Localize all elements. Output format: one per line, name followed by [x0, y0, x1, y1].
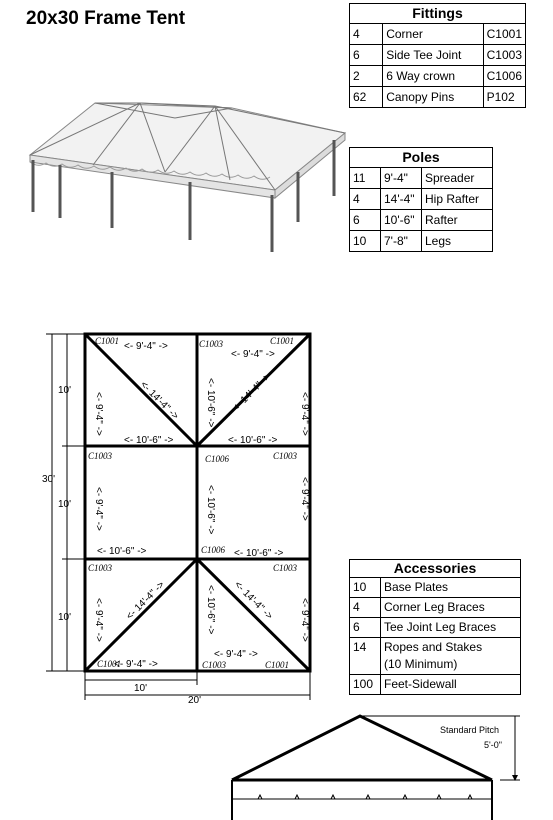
fitting-code-label: C1003 — [202, 660, 227, 670]
section-dim: 10' — [58, 612, 72, 623]
fitting-code: C1003 — [483, 45, 525, 66]
spreader-dim: <- 9'-4" -> — [93, 598, 104, 642]
fitting-name: 6 Way crown — [383, 66, 483, 87]
spreader-dim: <- 9'-4" -> — [299, 598, 310, 642]
pole-name: Spreader — [422, 168, 493, 189]
accessory-name: Corner Leg Braces — [381, 598, 521, 618]
hip-dim: <- 14'-4" -> — [230, 371, 274, 415]
pitch-value: 5'-0" — [484, 740, 502, 750]
pole-length: 14'-4" — [381, 189, 422, 210]
page-title: 20x30 Frame Tent — [26, 8, 186, 29]
section-dim: 10' — [58, 499, 72, 510]
accessory-qty: 14 — [350, 638, 381, 675]
fitting-code-label: C1003 — [273, 563, 298, 573]
accessory-qty: 10 — [350, 578, 381, 598]
hip-dim: <- 14'-4" -> — [231, 579, 275, 623]
pitch-elevation — [232, 716, 520, 820]
fitting-code: P102 — [483, 87, 525, 108]
plan-view — [42, 334, 310, 706]
spreader-dim: <- 9'-4" -> — [214, 649, 258, 660]
poles-heading: Poles — [350, 148, 493, 168]
fitting-code-label: C1003 — [199, 339, 224, 349]
pole-name: Legs — [422, 231, 493, 252]
spreader-dim: <- 9'-4" -> — [299, 392, 310, 436]
pole-length: 10'-6" — [381, 210, 422, 231]
accessory-name: Base Plates — [381, 578, 521, 598]
fittings-heading: Fittings — [350, 4, 526, 24]
width-dim: 20' — [188, 695, 202, 706]
accessory-name: Tee Joint Leg Braces — [381, 618, 521, 638]
fitting-code-label: C1003 — [88, 451, 113, 461]
pole-qty: 6 — [350, 210, 381, 231]
fitting-name: Corner — [383, 24, 483, 45]
fitting-qty: 4 — [350, 24, 383, 45]
spreader-dim: <- 9'-4" -> — [299, 477, 310, 521]
tent-illustration — [30, 103, 345, 252]
fitting-code-label: C1001 — [270, 336, 295, 346]
fitting-code-label: C1001 — [265, 660, 290, 670]
pole-name: Rafter — [422, 210, 493, 231]
spreader-dim: <- 9'-4" -> — [93, 392, 104, 436]
fitting-code-label: C1001 — [95, 336, 120, 346]
fitting-qty: 2 — [350, 66, 383, 87]
pitch-label: Standard Pitch — [440, 725, 500, 735]
rafter-dim: <- 10'-6" -> — [234, 548, 284, 559]
half-width-dim: 10' — [134, 683, 148, 694]
rafter-dim: <- 10'-6" -> — [205, 485, 216, 535]
rafter-dim: <- 10'-6" -> — [205, 585, 216, 635]
rafter-dim: <- 10'-6" -> — [97, 546, 147, 557]
pole-qty: 11 — [350, 168, 381, 189]
accessories-heading: Accessories — [350, 560, 521, 578]
pole-name: Hip Rafter — [422, 189, 493, 210]
rafter-dim: <- 10'-6" -> — [228, 435, 278, 446]
pole-qty: 10 — [350, 231, 381, 252]
spreader-dim: <- 9'-4" -> — [231, 349, 275, 360]
fitting-name: Side Tee Joint — [383, 45, 483, 66]
fitting-name: Canopy Pins — [383, 87, 483, 108]
hip-dim: <- 14'-4" -> — [124, 579, 168, 623]
fitting-code-label: C1003 — [273, 451, 298, 461]
fitting-qty: 6 — [350, 45, 383, 66]
accessory-note: (10 Minimum) — [384, 657, 458, 671]
pole-length: 7'-8" — [381, 231, 422, 252]
fitting-code: C1006 — [483, 66, 525, 87]
rafter-dim: <- 10'-6" -> — [124, 435, 174, 446]
fitting-code-label: C1006 — [205, 454, 230, 464]
length-dim: 30' — [42, 474, 56, 485]
accessory-name: Ropes and Stakes — [384, 640, 483, 654]
rafter-dim: <- 10'-6" -> — [205, 378, 216, 428]
pole-qty: 4 — [350, 189, 381, 210]
spreader-dim: <- 9'-4" -> — [124, 341, 168, 352]
fitting-code: C1001 — [483, 24, 525, 45]
fitting-qty: 62 — [350, 87, 383, 108]
fitting-code-label: C1001 — [97, 659, 122, 669]
spreader-dim: <- 9'-4" -> — [93, 487, 104, 531]
accessory-qty: 6 — [350, 618, 381, 638]
accessory-qty: 4 — [350, 598, 381, 618]
fitting-code-label: C1006 — [201, 545, 226, 555]
accessory-name: Feet-Sidewall — [381, 675, 521, 695]
accessory-qty: 100 — [350, 675, 381, 695]
spreader-dim: <- 9'-4" -> — [114, 659, 158, 670]
section-dim: 10' — [58, 385, 72, 396]
fitting-code-label: C1003 — [88, 563, 113, 573]
pole-length: 9'-4" — [381, 168, 422, 189]
hip-dim: <- 14'-4" -> — [137, 379, 181, 423]
